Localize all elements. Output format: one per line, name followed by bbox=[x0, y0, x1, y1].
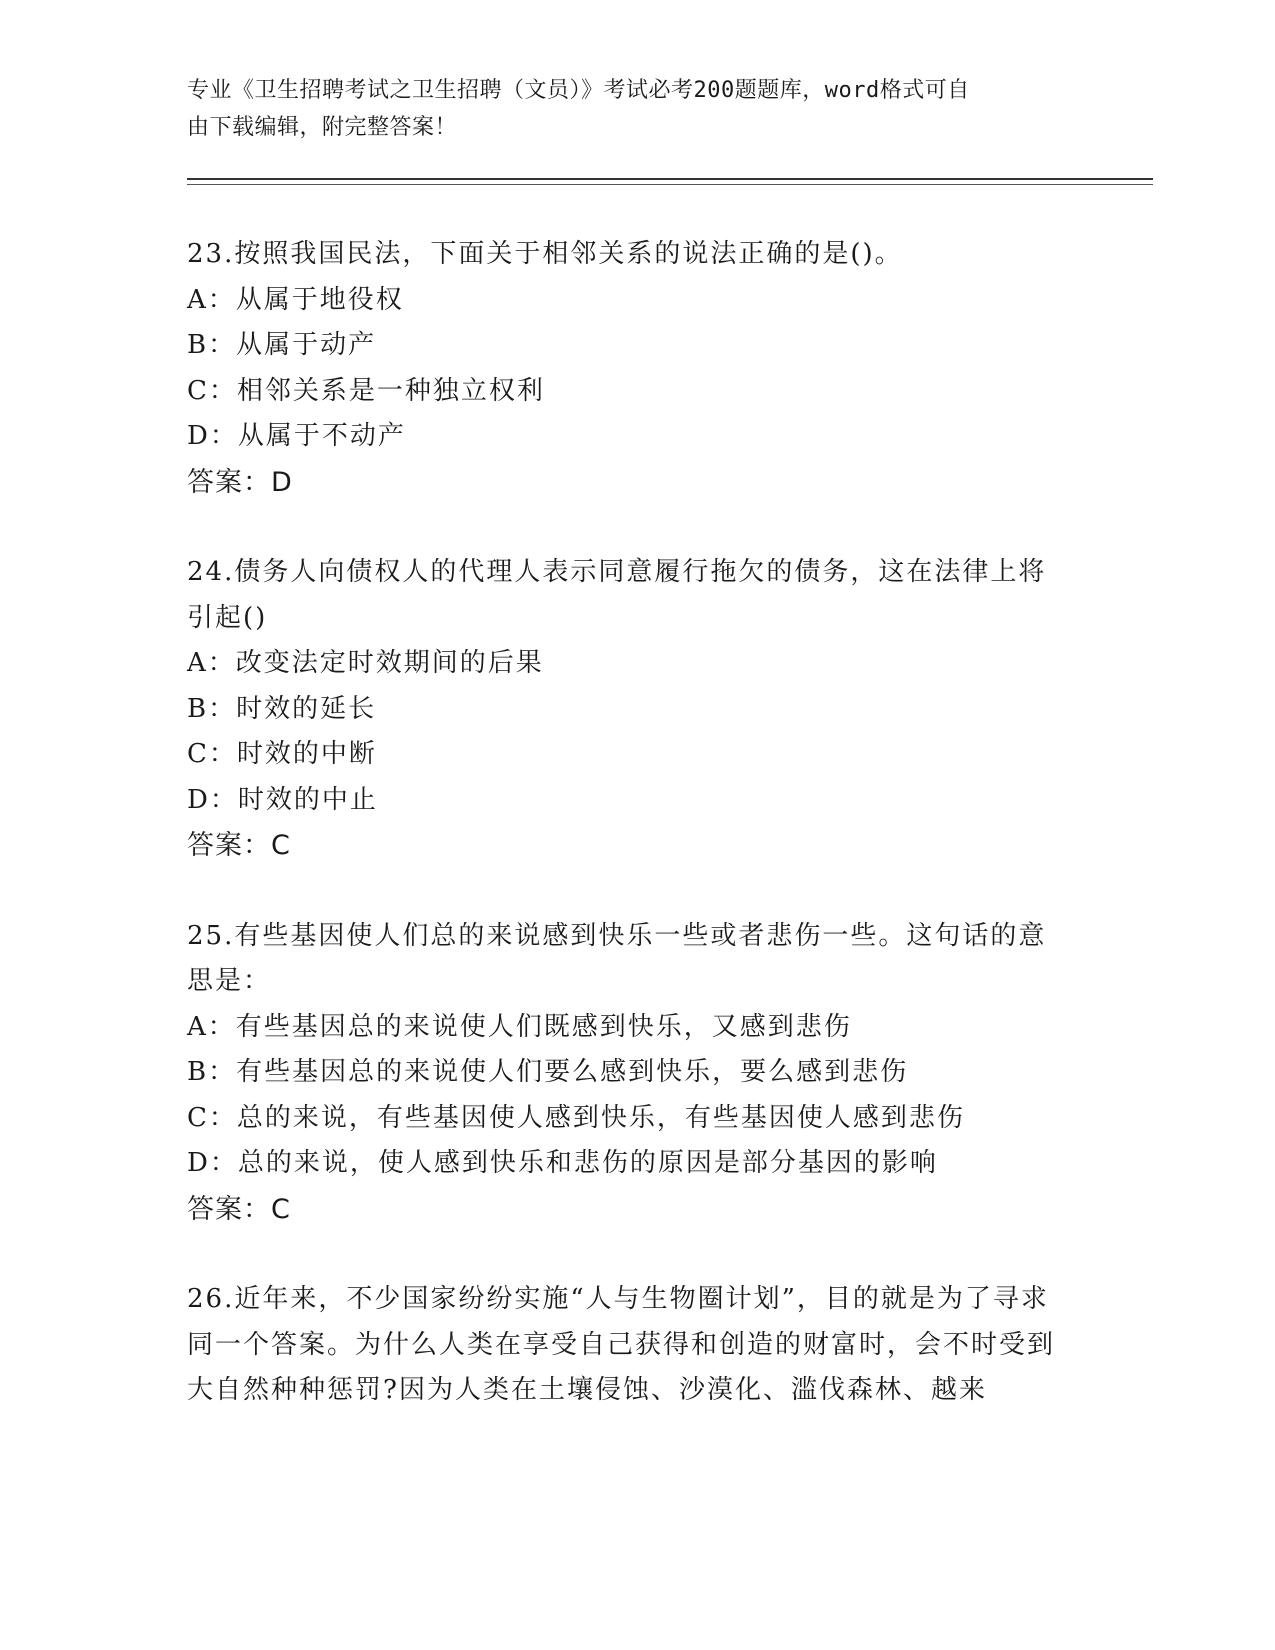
header-line-1: 专业《卫生招聘考试之卫生招聘（文员）》考试必考200题题库，word格式可自 bbox=[187, 78, 970, 103]
option-d: D：从属于不动产 bbox=[187, 421, 406, 451]
option-c: C：时效的中断 bbox=[187, 739, 377, 769]
header-divider-thin bbox=[187, 184, 1153, 185]
question-list bbox=[187, 232, 1067, 1459]
answer-line: 答案：C bbox=[187, 830, 291, 861]
header-line-2: 由下载编辑，附完整答案！ bbox=[187, 115, 458, 140]
option-b: B：从属于动产 bbox=[187, 330, 377, 360]
header-divider-thick bbox=[187, 178, 1153, 180]
question-26 bbox=[187, 1277, 1067, 1414]
question-stem: 23.按照我国民法，下面关于相邻关系的说法正确的是()。 bbox=[187, 239, 903, 269]
question-stem: 24.债务人向债权人的代理人表示同意履行拖欠的债务，这在法律上将引起() bbox=[187, 557, 1047, 633]
option-a: A：有些基因总的来说使人们既感到快乐，又感到悲伤 bbox=[187, 1011, 852, 1042]
answer-line: 答案：C bbox=[187, 1193, 291, 1225]
question-25 bbox=[187, 914, 1067, 1233]
document-header bbox=[187, 72, 1067, 146]
option-b: B：时效的延长 bbox=[187, 693, 377, 724]
question-stem: 26.近年来，不少国家纷纷实施“人与生物圈计划”，目的就是为了寻求同一个答案。为什么人类在享受自己获得和创造的财富时，会不时受到大自然种种惩罚?因为人类在土壤侵蚀、沙漠化、滥伐森林、越来 bbox=[187, 1284, 1056, 1405]
option-d: D：总的来说，使人感到快乐和悲伤的原因是部分基因的影响 bbox=[187, 1148, 938, 1178]
option-d: D：时效的中止 bbox=[187, 784, 378, 815]
option-b: B：有些基因总的来说使人们要么感到快乐，要么感到悲伤 bbox=[187, 1057, 909, 1087]
question-23 bbox=[187, 232, 1067, 505]
answer-line: 答案：D bbox=[187, 466, 293, 498]
question-24 bbox=[187, 550, 1067, 869]
option-a: A：改变法定时效期间的后果 bbox=[187, 648, 544, 678]
option-c: C：总的来说，有些基因使人感到快乐，有些基因使人感到悲伤 bbox=[187, 1102, 965, 1133]
option-c: C：相邻关系是一种独立权利 bbox=[187, 375, 545, 406]
option-a: A：从属于地役权 bbox=[187, 284, 404, 315]
question-stem: 25.有些基因使人们总的来说感到快乐一些或者悲伤一些。这句话的意思是： bbox=[187, 920, 1047, 996]
